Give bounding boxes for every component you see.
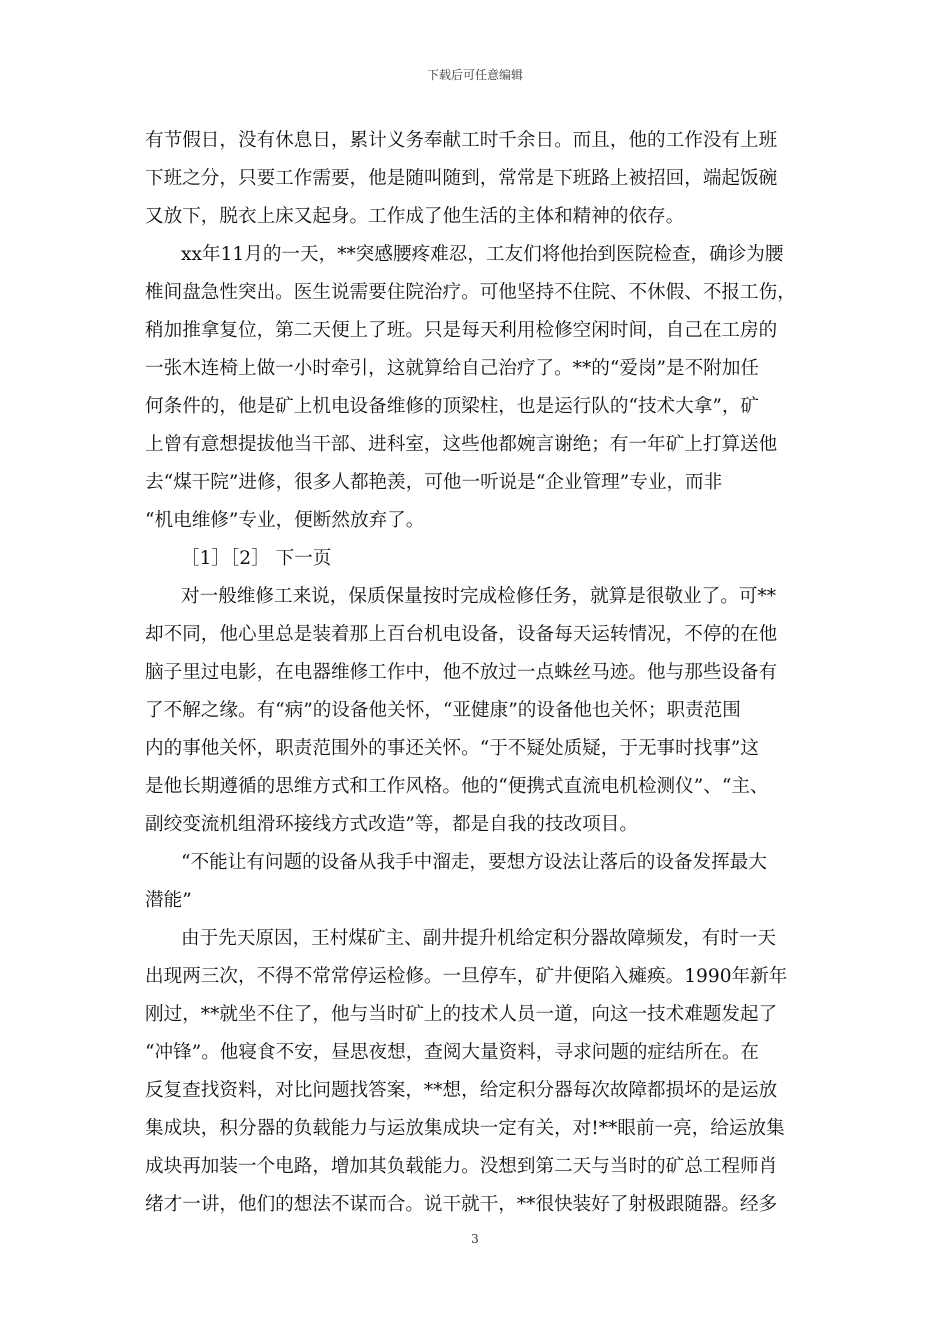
text-line: 出现两三次，不得不常常停运检修。一旦停车，矿井便陷入瘫痪。1990年新年 [145, 966, 788, 987]
page-number: 3 [471, 1232, 479, 1246]
paragraph-1 [145, 122, 810, 236]
text-line: 去“煤干院”进修，很多人都艳羡，可他一听说是“企业管理”专业，而非 [145, 472, 723, 493]
text-line: 潜能” [145, 890, 192, 911]
quote-heading [145, 844, 810, 920]
text-line: 成块再加装一个电路，增加其负载能力。没想到第二天与当时的矿总工程师肖 [145, 1156, 778, 1177]
text-line: 副绞变流机组滑环接线方式改造”等，都是自我的技改项目。 [145, 814, 638, 835]
text-line: 是他长期遵循的思维方式和工作风格。他的“便携式直流电机检测仪”、“主、 [145, 776, 769, 797]
pagination-text[interactable]: ［1］［2］ 下一页 [181, 548, 332, 569]
pagination-links[interactable] [145, 540, 810, 578]
text-line: 脑子里过电影，在电器维修工作中，他不放过一点蛛丝马迹。他与那些设备有 [145, 662, 778, 683]
text-line: 何条件的，他是矿上机电设备维修的顶梁柱，也是运行队的“技术大拿”，矿 [145, 396, 760, 417]
paragraph-2 [145, 236, 810, 540]
text-line: 内的事他关怀，职责范围外的事还关怀。“于不疑处质疑，于无事时找事”这 [145, 738, 760, 759]
text-line: 却不同，他心里总是装着那上百台机电设备，设备每天运转情况，不停的在他 [145, 624, 778, 645]
page-header: 下载后可任意编辑 [426, 68, 523, 82]
paragraph-3 [145, 578, 810, 844]
text-line: 对一般维修工来说，保质保量按时完成检修任务，就算是很敬业了。可** [181, 586, 777, 607]
text-line: xx年11月的一天，**突感腰疼难忍，工友们将他抬到医院检查，确诊为腰 [181, 244, 784, 265]
text-line: “冲锋”。他寝食不安，昼思夜想，查阅大量资料，寻求问题的症结所在。在 [145, 1042, 760, 1063]
text-line: 椎间盘急性突出。医生说需要住院治疗。可他坚持不住院、不休假、不报工伤， [145, 282, 796, 303]
text-line: 又放下，脱衣上床又起身。工作成了他生活的主体和精神的依存。 [145, 206, 685, 227]
text-line: 一张木连椅上做一小时牵引，这就算给自己治疗了。**的“爱岗”是不附加任 [145, 358, 760, 379]
text-line: 刚过，**就坐不住了，他与当时矿上的技术人员一道，向这一技术难题发起了 [145, 1004, 778, 1025]
text-line: 集成块，积分器的负载能力与运放集成块一定有关，对!**眼前一亮，给运放集 [145, 1118, 785, 1139]
document-body [145, 122, 810, 1224]
text-line: 由于先天原因，王村煤矿主、副井提升机给定积分器故障频发，有时一天 [181, 928, 777, 949]
text-line: 有节假日，没有休息日，累计义务奉献工时千余日。而且，他的工作没有上班 [145, 130, 778, 151]
paragraph-4 [145, 920, 810, 1224]
text-line: “不能让有问题的设备从我手中溜走，要想方设法让落后的设备发挥最大 [181, 852, 767, 873]
text-line: 下班之分，只要工作需要，他是随叫随到，常常是下班路上被招回，端起饭碗 [145, 168, 778, 189]
text-line: “机电维修”专业，便断然放弃了。 [145, 510, 425, 531]
text-line: 了不解之缘。有“病”的设备他关怀，“亚健康”的设备他也关怀；职责范围 [145, 700, 741, 721]
text-line: 稍加推拿复位，第二天便上了班。只是每天利用检修空闲时间，自己在工房的 [145, 320, 778, 341]
text-line: 上曾有意想提拔他当干部、进科室，这些他都婉言谢绝；有一年矿上打算送他 [145, 434, 778, 455]
text-line: 绪才一讲，他们的想法不谋而合。说干就干，**很快装好了射极跟随器。经多 [145, 1194, 778, 1215]
text-line: 反复查找资料，对比问题找答案，**想，给定积分器每次故障都损坏的是运放 [145, 1080, 778, 1101]
